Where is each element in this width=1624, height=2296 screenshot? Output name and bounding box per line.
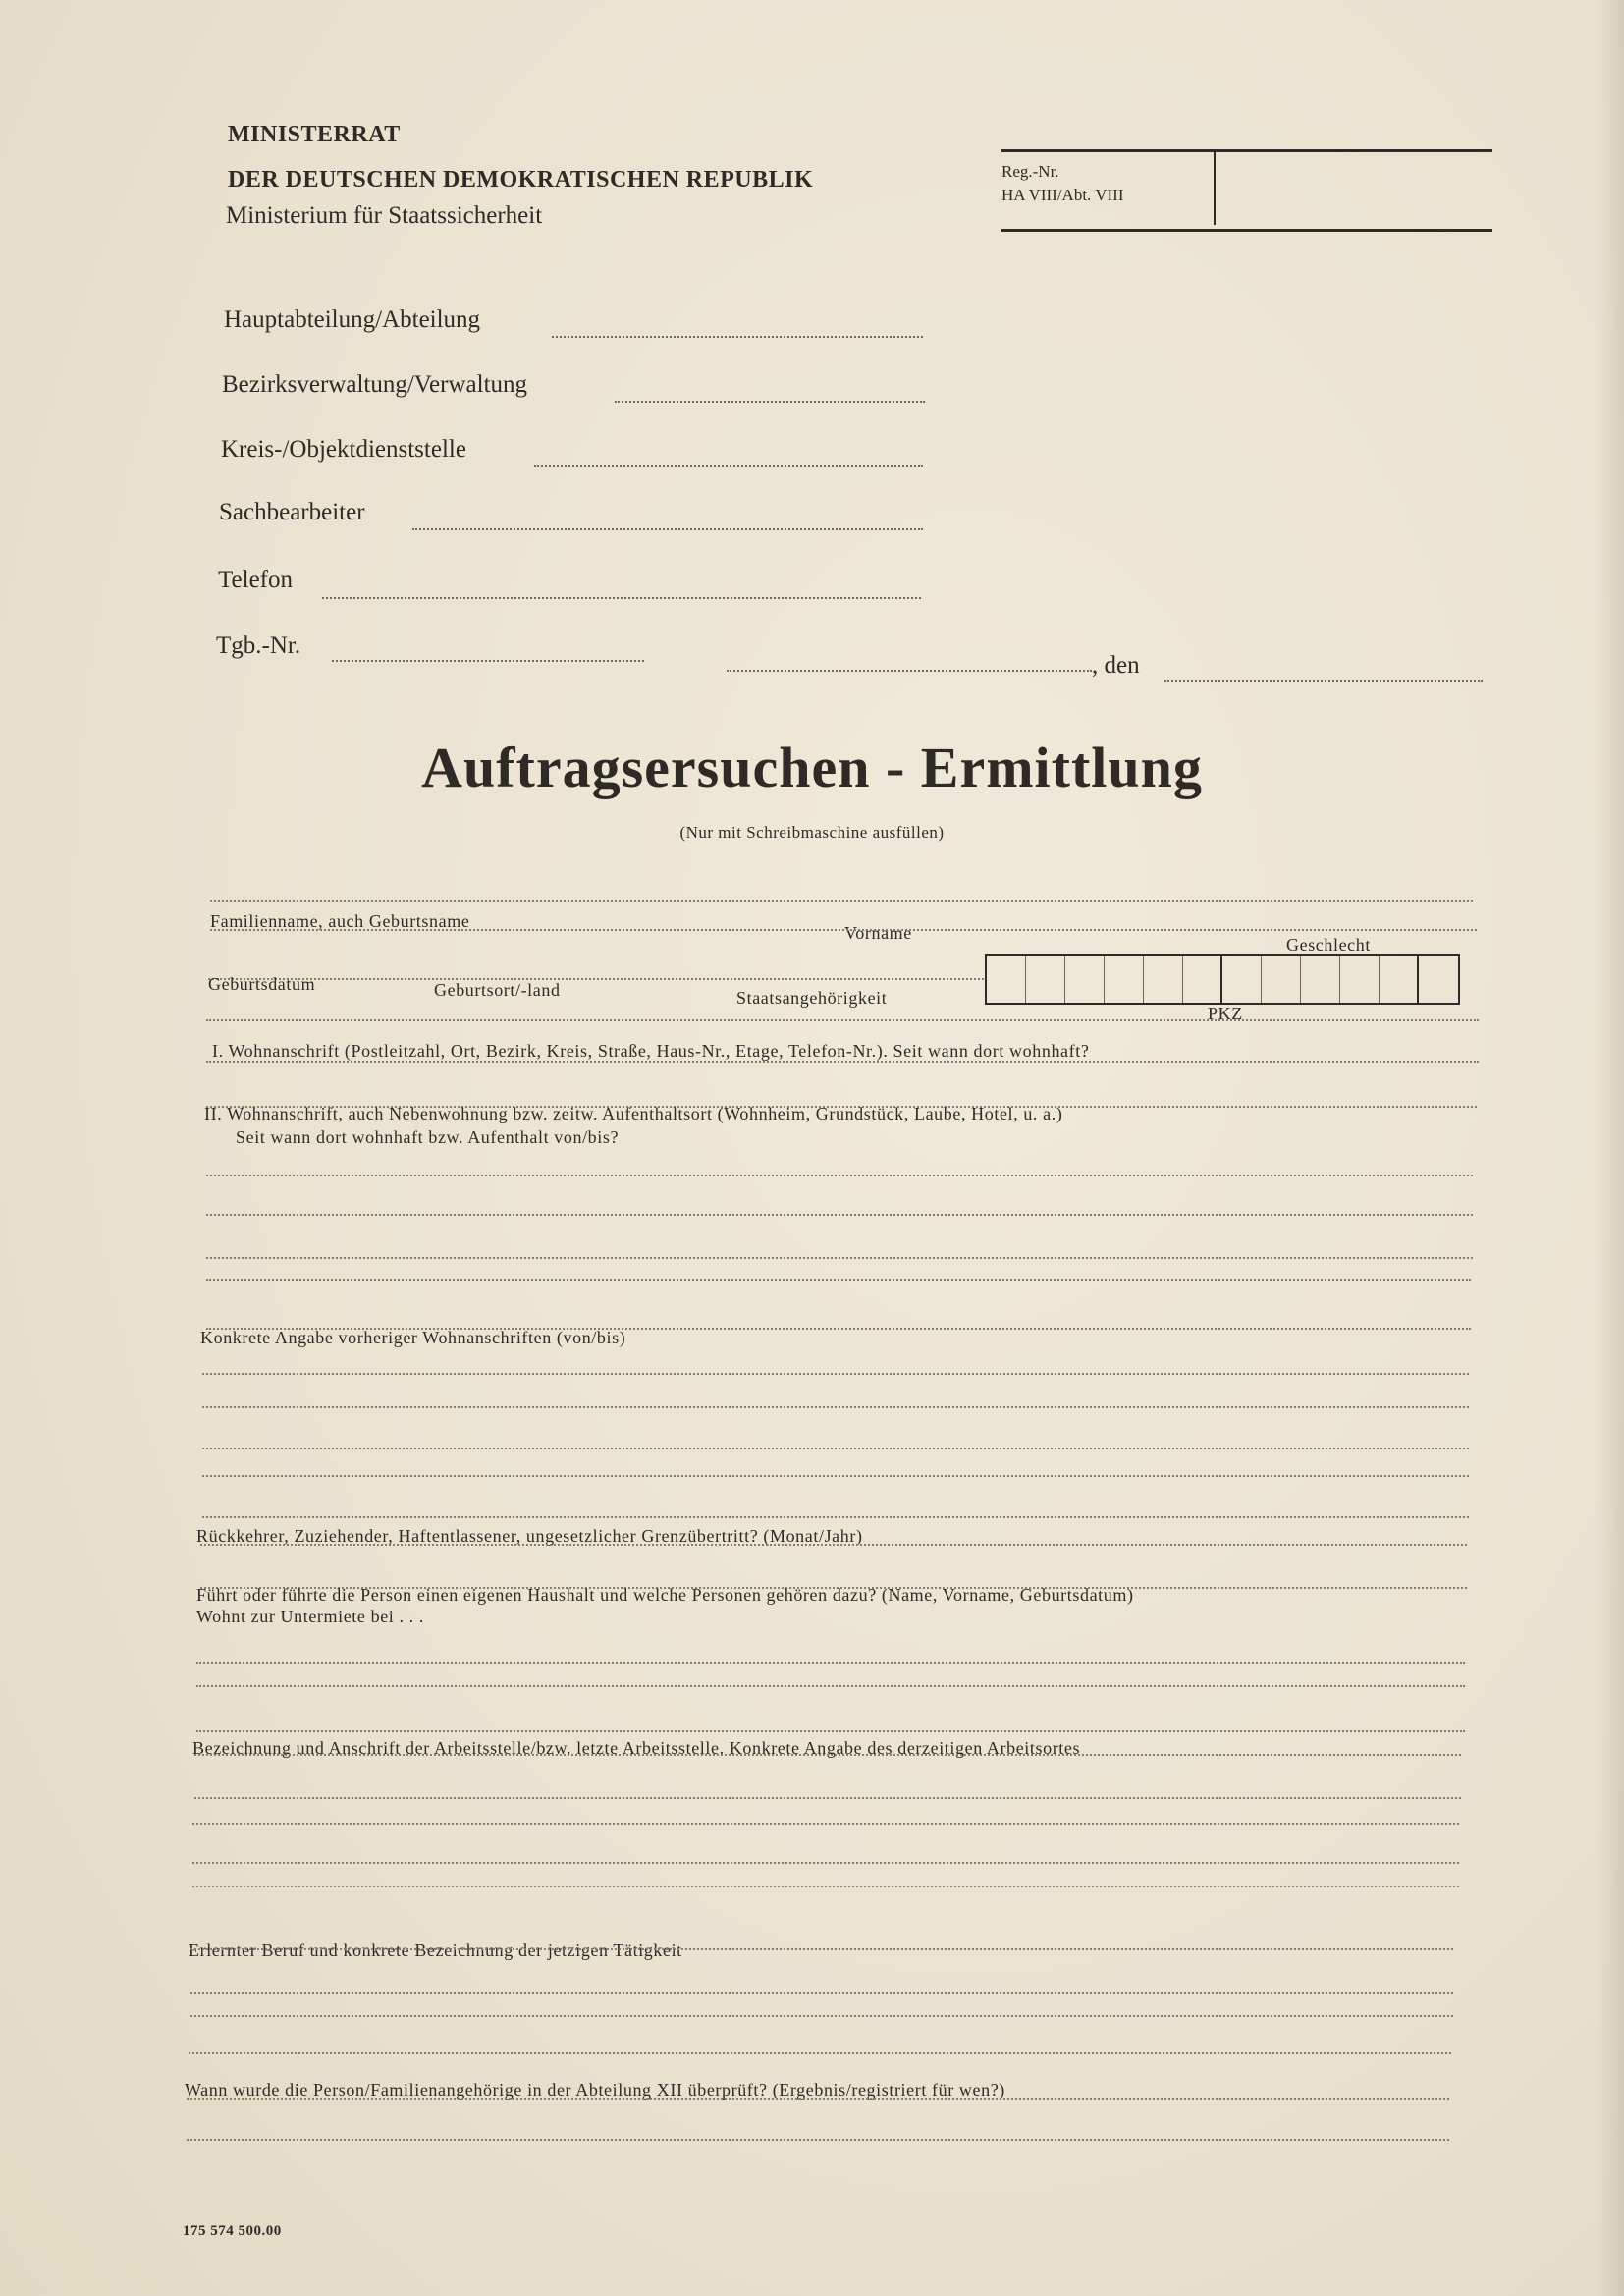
question-2b: Seit wann dort wohnhaft bzw. Aufenthalt von/bis? bbox=[236, 1127, 620, 1147]
field-q5-line2[interactable] bbox=[196, 1685, 1465, 1687]
reg-box bbox=[1001, 149, 1492, 232]
field-q2-line4[interactable] bbox=[206, 1279, 1471, 1281]
label-hauptabteilung: Hauptabteilung/Abteilung bbox=[224, 306, 481, 333]
field-geburtsdatum[interactable] bbox=[208, 978, 984, 980]
field-telefon[interactable] bbox=[322, 597, 921, 599]
field-q7-line3[interactable] bbox=[190, 2015, 1453, 2017]
question-7: Erlernter Beruf und konkrete Bezeichnung der jetzigen Tätigkeit bbox=[189, 1941, 682, 1960]
question-5b: Wohnt zur Untermiete bei . . . bbox=[196, 1607, 424, 1626]
question-3: Konkrete Angabe vorheriger Wohnanschriften (von/bis) bbox=[200, 1328, 626, 1347]
paper-edge-shadow bbox=[1597, 0, 1624, 2296]
form-title: Auftragsersuchen - Ermittlung bbox=[421, 736, 1203, 799]
question-8: Wann wurde die Person/Familienangehörige in der Abteilung XII überprüft? (Ergebnis/registriert für wen?) bbox=[185, 2080, 1005, 2100]
field-datum[interactable] bbox=[1164, 680, 1483, 682]
label-geburtsort: Geburtsort/-land bbox=[434, 980, 561, 1000]
label-vorname: Vorname bbox=[844, 923, 912, 943]
field-q2-line2[interactable] bbox=[206, 1214, 1473, 1216]
label-kreis: Kreis-/Objektdienststelle bbox=[221, 436, 466, 463]
reg-separator bbox=[1214, 152, 1216, 225]
field-q6-line1[interactable] bbox=[194, 1754, 1461, 1756]
label-telefon: Telefon bbox=[218, 567, 293, 593]
pkz-box[interactable] bbox=[985, 954, 1460, 1005]
label-tgb: Tgb.-Nr. bbox=[216, 632, 301, 659]
field-q1[interactable] bbox=[206, 1061, 1479, 1063]
label-sachbearbeiter: Sachbearbeiter bbox=[219, 499, 365, 525]
label-pkz: PKZ bbox=[1208, 1004, 1243, 1023]
field-q7-line1[interactable] bbox=[190, 1948, 1453, 1950]
field-q5-line1[interactable] bbox=[196, 1662, 1465, 1664]
label-bezirksverwaltung: Bezirksverwaltung/Verwaltung bbox=[222, 371, 528, 398]
field-q3-line3[interactable] bbox=[202, 1448, 1469, 1449]
label-geburtsdatum: Geburtsdatum bbox=[208, 974, 316, 994]
field-q2-line3[interactable] bbox=[206, 1257, 1473, 1259]
field-q8-line1[interactable] bbox=[187, 2098, 1449, 2100]
field-q3-line4[interactable] bbox=[202, 1475, 1469, 1477]
field-tgb[interactable] bbox=[332, 660, 644, 662]
question-4: Rückkehrer, Zuziehender, Haftentlassener, ungesetzlicher Grenzübertritt? (Monat/Jahr) bbox=[196, 1526, 863, 1546]
line-q6-top bbox=[196, 1730, 1465, 1732]
line-q4-top bbox=[202, 1516, 1469, 1518]
label-geschlecht: Geschlecht bbox=[1286, 935, 1371, 955]
field-q2-line1[interactable] bbox=[206, 1175, 1473, 1176]
field-q4[interactable] bbox=[200, 1544, 1467, 1546]
field-q6-line2[interactable] bbox=[194, 1797, 1461, 1799]
label-staatsangehoerigkeit: Staatsangehörigkeit bbox=[736, 988, 888, 1008]
field-hauptabteilung[interactable] bbox=[552, 336, 923, 338]
field-q6-line3[interactable] bbox=[192, 1823, 1459, 1825]
question-6: Bezeichnung und Anschrift der Arbeitsstelle/bzw. letzte Arbeitsstelle. Konkrete Angabe des derzeitigen Arbeitsortes bbox=[192, 1738, 1081, 1758]
field-ort[interactable] bbox=[727, 670, 1092, 672]
header-ministerium: Ministerium für Staatssicherheit bbox=[226, 202, 543, 229]
label-den: , den bbox=[1092, 652, 1140, 679]
field-bezirksverwaltung[interactable] bbox=[615, 401, 925, 403]
field-q3-line1[interactable] bbox=[202, 1373, 1469, 1375]
field-q6-line5[interactable] bbox=[192, 1886, 1459, 1887]
reg-label: Reg.-Nr. bbox=[1001, 162, 1059, 181]
field-q6-line4[interactable] bbox=[192, 1862, 1459, 1864]
form-number: 175 574 500.00 bbox=[183, 2223, 282, 2239]
field-q8-line2[interactable] bbox=[187, 2139, 1449, 2141]
field-kreis[interactable] bbox=[534, 465, 923, 467]
header-ddr: DER DEUTSCHEN DEMOKRATISCHEN REPUBLIK bbox=[228, 167, 814, 192]
line-name-row bbox=[210, 929, 1477, 931]
reg-value: HA VIII/Abt. VIII bbox=[1001, 186, 1124, 204]
label-familienname: Familienname, auch Geburtsname bbox=[210, 911, 470, 931]
form-subtitle: (Nur mit Schreibmaschine ausfüllen) bbox=[679, 823, 945, 842]
header-ministerrat: MINISTERRAT bbox=[228, 122, 401, 147]
field-q3-line2[interactable] bbox=[202, 1406, 1469, 1408]
line-after-person bbox=[206, 1019, 1479, 1021]
field-sachbearbeiter[interactable] bbox=[412, 528, 923, 530]
field-familienname[interactable] bbox=[210, 900, 1473, 902]
question-2a: II. Wohnanschrift, auch Nebenwohnung bzw. zeitw. Aufenthaltsort (Wohnheim, Grundstück, Laube, Hotel, u. a.) bbox=[204, 1104, 1063, 1123]
line-q8-top bbox=[189, 2052, 1451, 2054]
field-q7-line2[interactable] bbox=[190, 1992, 1453, 1994]
question-5a: Führt oder führte die Person einen eigenen Haushalt und welche Personen gehören dazu? (Name, Vorname, Geburtsdatum) bbox=[196, 1585, 1134, 1605]
question-1: I. Wohnanschrift (Postleitzahl, Ort, Bezirk, Kreis, Straße, Haus-Nr., Etage, Telefon-Nr.). Seit wann dort wohnhaft? bbox=[212, 1041, 1090, 1061]
